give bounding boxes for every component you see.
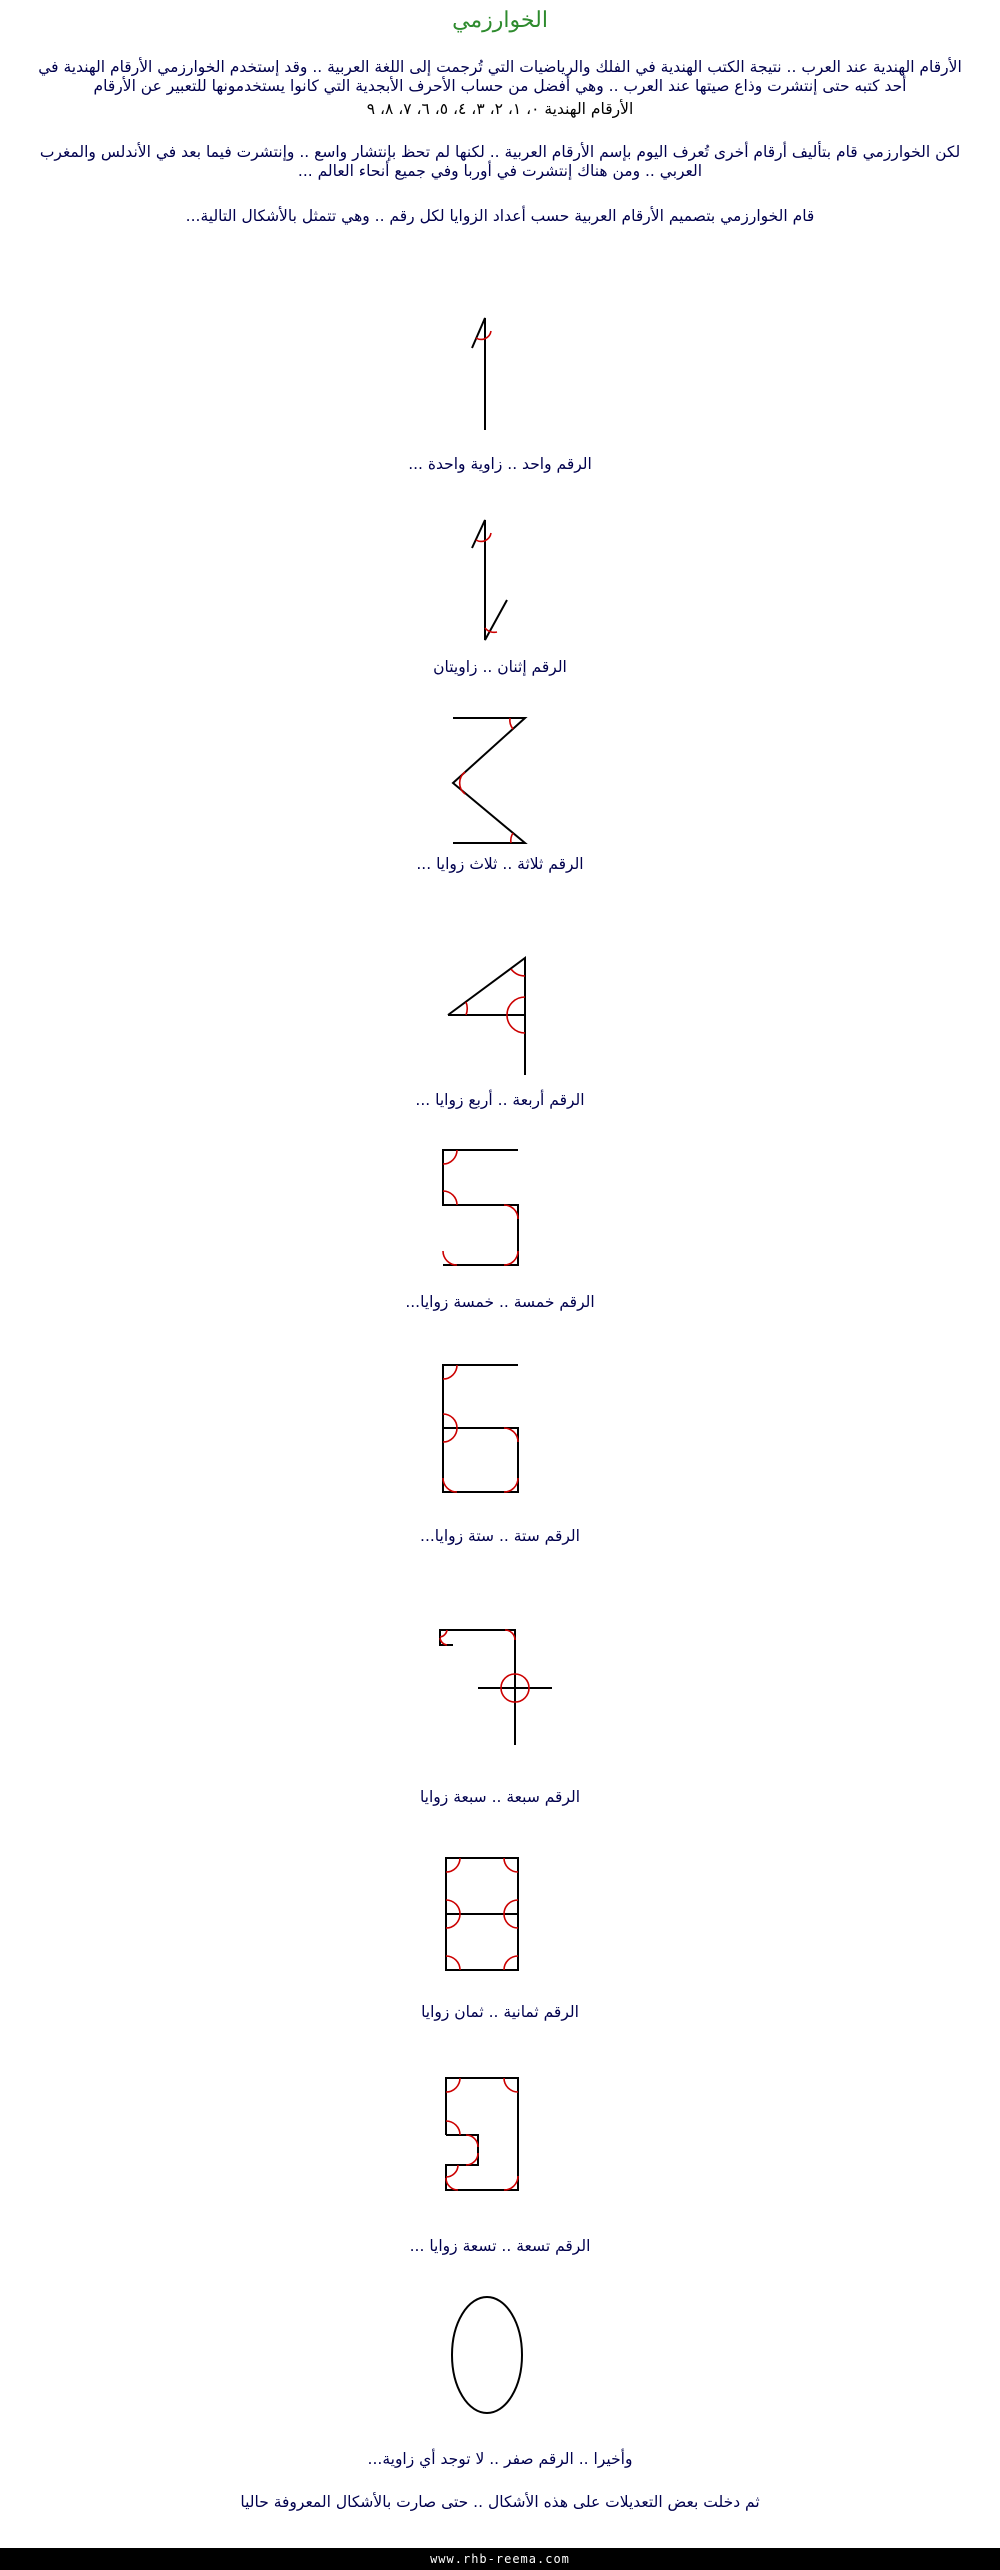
intro-paragraph-1: الأرقام الهندية عند العرب .. نتيجة الكتب الهندية في الفلك والرياضيات التي تُرجمت إلى اللغة العربية .. وقد إستخدم الخوارزمي الأرقام الهندية في أحد كتبه حتى إنتشرت وذاع صيتها عند العرب .. وهي أفضل من حساب الأحرف الأبجدية التي كانوا يستخدمونها للتعبير عن الأرقام xyxy=(38,58,962,95)
caption-digit-1: الرقم واحد .. زاوية واحدة ... xyxy=(408,455,592,473)
digit-6-figure xyxy=(443,1365,518,1492)
caption-digit-4: الرقم أربعة .. أربع زوايا ... xyxy=(415,1091,585,1109)
caption-digit-7: الرقم سبعة .. سبعة زوايا xyxy=(419,1788,581,1806)
hindi-numerals-line: الأرقام الهندية ٠، ١، ٢، ٣، ٤، ٥، ٦، ٧، ٨، ٩ xyxy=(366,100,634,118)
caption-digit-8: الرقم ثمانية .. ثمان زوايا xyxy=(421,2003,579,2021)
digit-7-figure xyxy=(440,1630,552,1745)
digit-3-figure xyxy=(453,718,525,843)
digit-5-figure xyxy=(443,1150,518,1265)
caption-digit-9: الرقم تسعة .. تسعة زوايا ... xyxy=(409,2237,591,2255)
digit-9-figure xyxy=(446,2078,518,2190)
caption-digit-0: وأخيرا .. الرقم صفر .. لا توجد أي زاوية... xyxy=(367,2450,633,2468)
caption-digit-5: الرقم خمسة .. خمسة زوايا... xyxy=(405,1293,595,1311)
digit-8-figure xyxy=(446,1858,518,1970)
caption-digit-3: الرقم ثلاثة .. ثلاث زوايا ... xyxy=(416,855,584,873)
digit-0-figure xyxy=(452,2297,522,2413)
digit-2-figure xyxy=(472,520,507,640)
intro-paragraph-2: لكن الخوارزمي قام بتأليف أرقام أخرى تُعرف اليوم بإسم الأرقام العربية .. لكنها لم تحظ بإنتشار واسع .. وإنتشرت فيما بعد في الأندلس والمغرب العربي .. ومن هناك إنتشرت في أوربا وفي جميع أنحاء العالم ... xyxy=(39,143,961,180)
site-footer-url: www.rhb-reema.com xyxy=(0,2548,1000,2570)
caption-digit-6: الرقم ستة .. ستة زوايا... xyxy=(420,1527,580,1545)
intro-paragraph-3: قام الخوارزمي بتصميم الأرقام العربية حسب أعداد الزوايا لكل رقم .. وهي تتمثل بالأشكال التالية... xyxy=(185,207,815,225)
closing-text: ثم دخلت بعض التعديلات على هذه الأشكال .. حتى صارت بالأشكال المعروفة حاليا xyxy=(240,2493,760,2511)
digit-1-figure xyxy=(472,318,491,430)
caption-digit-2: الرقم إثنان .. زاويتان xyxy=(433,658,567,676)
digit-4-figure xyxy=(448,958,525,1075)
page-title: الخوارزمي xyxy=(452,8,548,33)
